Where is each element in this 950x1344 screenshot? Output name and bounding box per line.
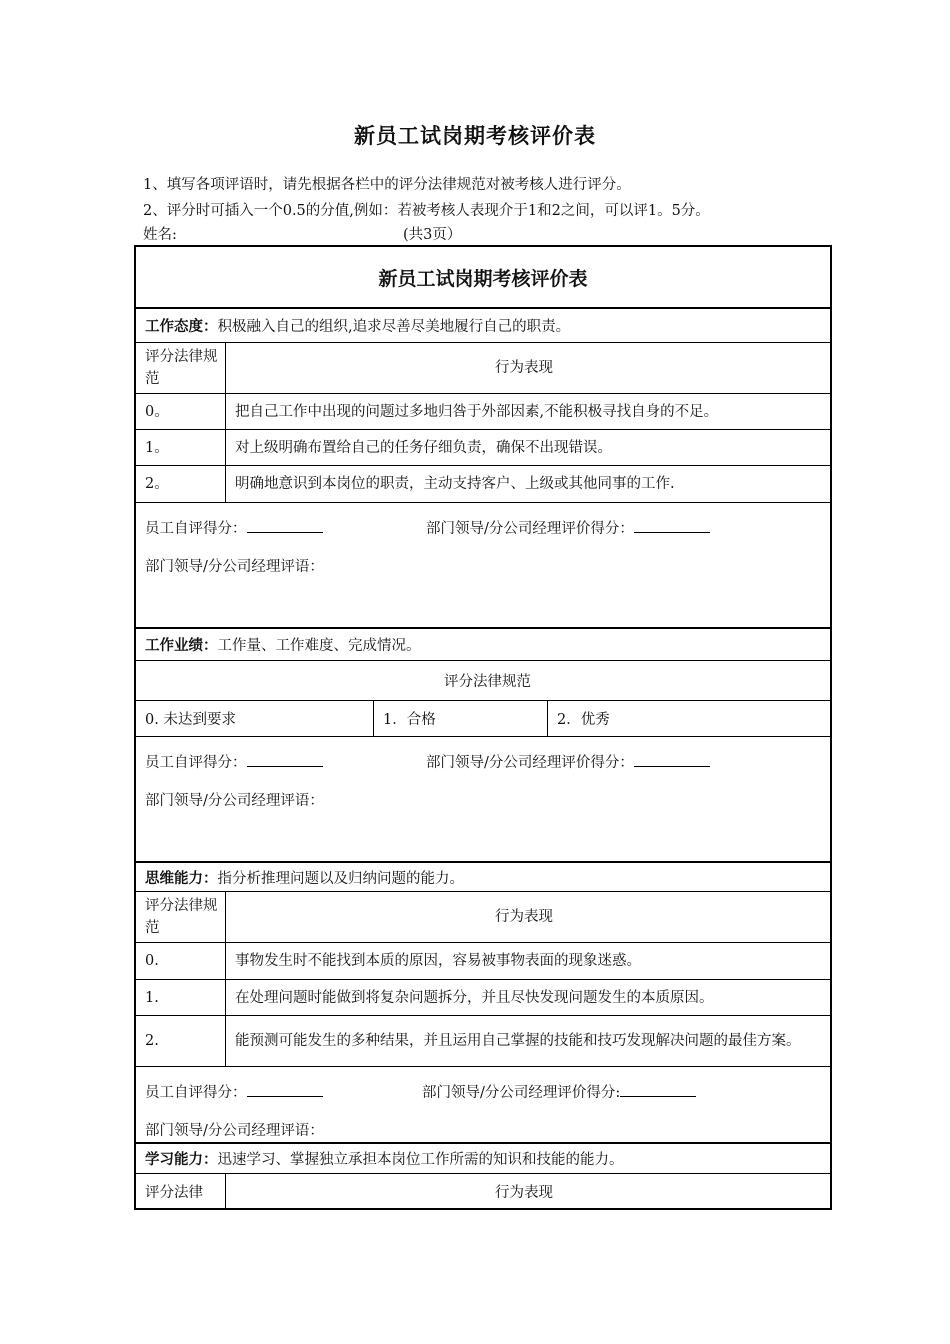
score-level: 2. bbox=[136, 1016, 226, 1066]
table-row bbox=[136, 465, 830, 502]
criteria-header-row bbox=[136, 342, 830, 393]
score-level: 1。 bbox=[136, 430, 226, 465]
score-level: 1. bbox=[136, 980, 226, 1015]
criteria-header: 评分法律 bbox=[136, 1174, 226, 1210]
instruction-note-2: 2、评分时可插入一个0.5的分值,例如：若被考核人表现介于1和2之间，可以评1。5分。 bbox=[143, 203, 710, 219]
self-score-field[interactable] bbox=[145, 751, 323, 772]
section-title: 学习能力： bbox=[145, 1151, 218, 1168]
manager-score-field[interactable] bbox=[426, 517, 710, 538]
score-area-performance bbox=[136, 736, 830, 861]
self-score-blank[interactable] bbox=[247, 518, 323, 533]
behavior-header: 行为表现 bbox=[495, 909, 553, 925]
table-row bbox=[136, 979, 830, 1015]
evaluation-form bbox=[134, 245, 832, 1210]
manager-comment-label: 部门领导/分公司经理评语： bbox=[145, 559, 324, 575]
self-score-label: 员工自评得分： bbox=[145, 755, 247, 771]
level-cell: 1．合格 bbox=[374, 701, 548, 736]
page-count: (共3页） bbox=[403, 227, 462, 243]
instruction-note-1: 1、填写各项评语时，请先根据各栏中的评分法律规范对被考核人进行评分。 bbox=[143, 177, 631, 193]
self-score-field[interactable] bbox=[145, 517, 323, 538]
self-score-label: 员工自评得分： bbox=[145, 521, 247, 537]
section-description: 迅速学习、掌握独立承担本岗位工作所需的知识和技能的能力。 bbox=[217, 1152, 624, 1168]
level-cell: 2．优秀 bbox=[557, 712, 610, 728]
score-level: 0。 bbox=[136, 394, 226, 429]
self-score-blank[interactable] bbox=[247, 1082, 323, 1097]
behavior-header: 行为表现 bbox=[495, 1185, 553, 1201]
section-title: 工作业绩： bbox=[145, 637, 218, 654]
behavior-text: 在处理问题时能做到将复杂问题拆分，并且尽快发现问题发生的本质原因。 bbox=[235, 989, 714, 1006]
self-score-label: 员工自评得分： bbox=[145, 1085, 247, 1101]
behavior-text: 能预测可能发生的多种结果，并且运用自己掌握的技能和技巧发现解决问题的最佳方案。 bbox=[235, 1033, 801, 1049]
manager-comment-label: 部门领导/分公司经理评语： bbox=[145, 793, 324, 809]
form-title-row bbox=[136, 247, 830, 307]
document-title: 新员工试岗期考核评价表 bbox=[354, 123, 596, 148]
score-level: 2。 bbox=[136, 466, 226, 502]
criteria-header: 评分法律规范 bbox=[444, 674, 531, 690]
criteria-header-row bbox=[136, 660, 830, 700]
section-header-thinking bbox=[136, 861, 830, 891]
section-description: 积极融入自己的组织,追求尽善尽美地履行自己的职责。 bbox=[217, 319, 571, 335]
behavior-text: 对上级明确布置给自己的任务仔细负责，确保不出现错误。 bbox=[235, 439, 612, 456]
table-row bbox=[136, 942, 830, 979]
self-score-field[interactable] bbox=[145, 1081, 323, 1102]
section-header-performance bbox=[136, 627, 830, 660]
criteria-header-row bbox=[136, 891, 830, 942]
criteria-header: 评分法律规范 bbox=[136, 892, 226, 942]
behavior-text: 把自己工作中出现的问题过多地归咎于外部因素,不能积极寻找自身的不足。 bbox=[235, 403, 719, 420]
manager-score-blank[interactable] bbox=[620, 1082, 696, 1097]
criteria-header-row bbox=[136, 1173, 830, 1210]
table-row bbox=[136, 393, 830, 429]
section-title: 思维能力： bbox=[145, 869, 218, 887]
form-title: 新员工试岗期考核评价表 bbox=[378, 267, 588, 290]
manager-score-blank[interactable] bbox=[634, 518, 710, 533]
table-row bbox=[136, 1015, 830, 1066]
behavior-header: 行为表现 bbox=[495, 360, 553, 376]
section-description: 指分析推理问题以及归纳问题的能力。 bbox=[217, 870, 464, 887]
manager-comment-label: 部门领导/分公司经理评语： bbox=[145, 1123, 324, 1139]
level-row bbox=[136, 700, 830, 736]
level-cell: 0. 未达到要求 bbox=[136, 701, 374, 736]
manager-score-field[interactable] bbox=[426, 751, 710, 772]
manager-score-label: 部门领导/分公司经理评价得分： bbox=[426, 755, 634, 771]
section-header-learning bbox=[136, 1142, 830, 1173]
self-score-blank[interactable] bbox=[247, 752, 323, 767]
manager-score-label: 部门领导/分公司经理评价得分: bbox=[422, 1085, 621, 1101]
manager-score-blank[interactable] bbox=[634, 752, 710, 767]
criteria-header: 评分法律规范 bbox=[136, 343, 226, 393]
name-label: 姓名: bbox=[143, 227, 177, 243]
score-level: 0. bbox=[136, 943, 226, 979]
name-line bbox=[143, 223, 843, 244]
score-area-thinking bbox=[136, 1066, 830, 1142]
behavior-text: 事物发生时不能找到本质的原因，容易被事物表面的现象迷惑。 bbox=[235, 953, 641, 969]
section-description: 工作量、工作难度、完成情况。 bbox=[217, 638, 421, 654]
behavior-text: 明确地意识到本岗位的职责，主动支持客户、上级或其他同事的工作. bbox=[235, 476, 675, 492]
section-title: 工作态度： bbox=[145, 318, 218, 335]
manager-score-field[interactable] bbox=[422, 1081, 696, 1102]
score-area-attitude bbox=[136, 502, 830, 627]
section-header-attitude bbox=[136, 307, 830, 342]
manager-score-label: 部门领导/分公司经理评价得分： bbox=[426, 521, 634, 537]
table-row bbox=[136, 429, 830, 465]
